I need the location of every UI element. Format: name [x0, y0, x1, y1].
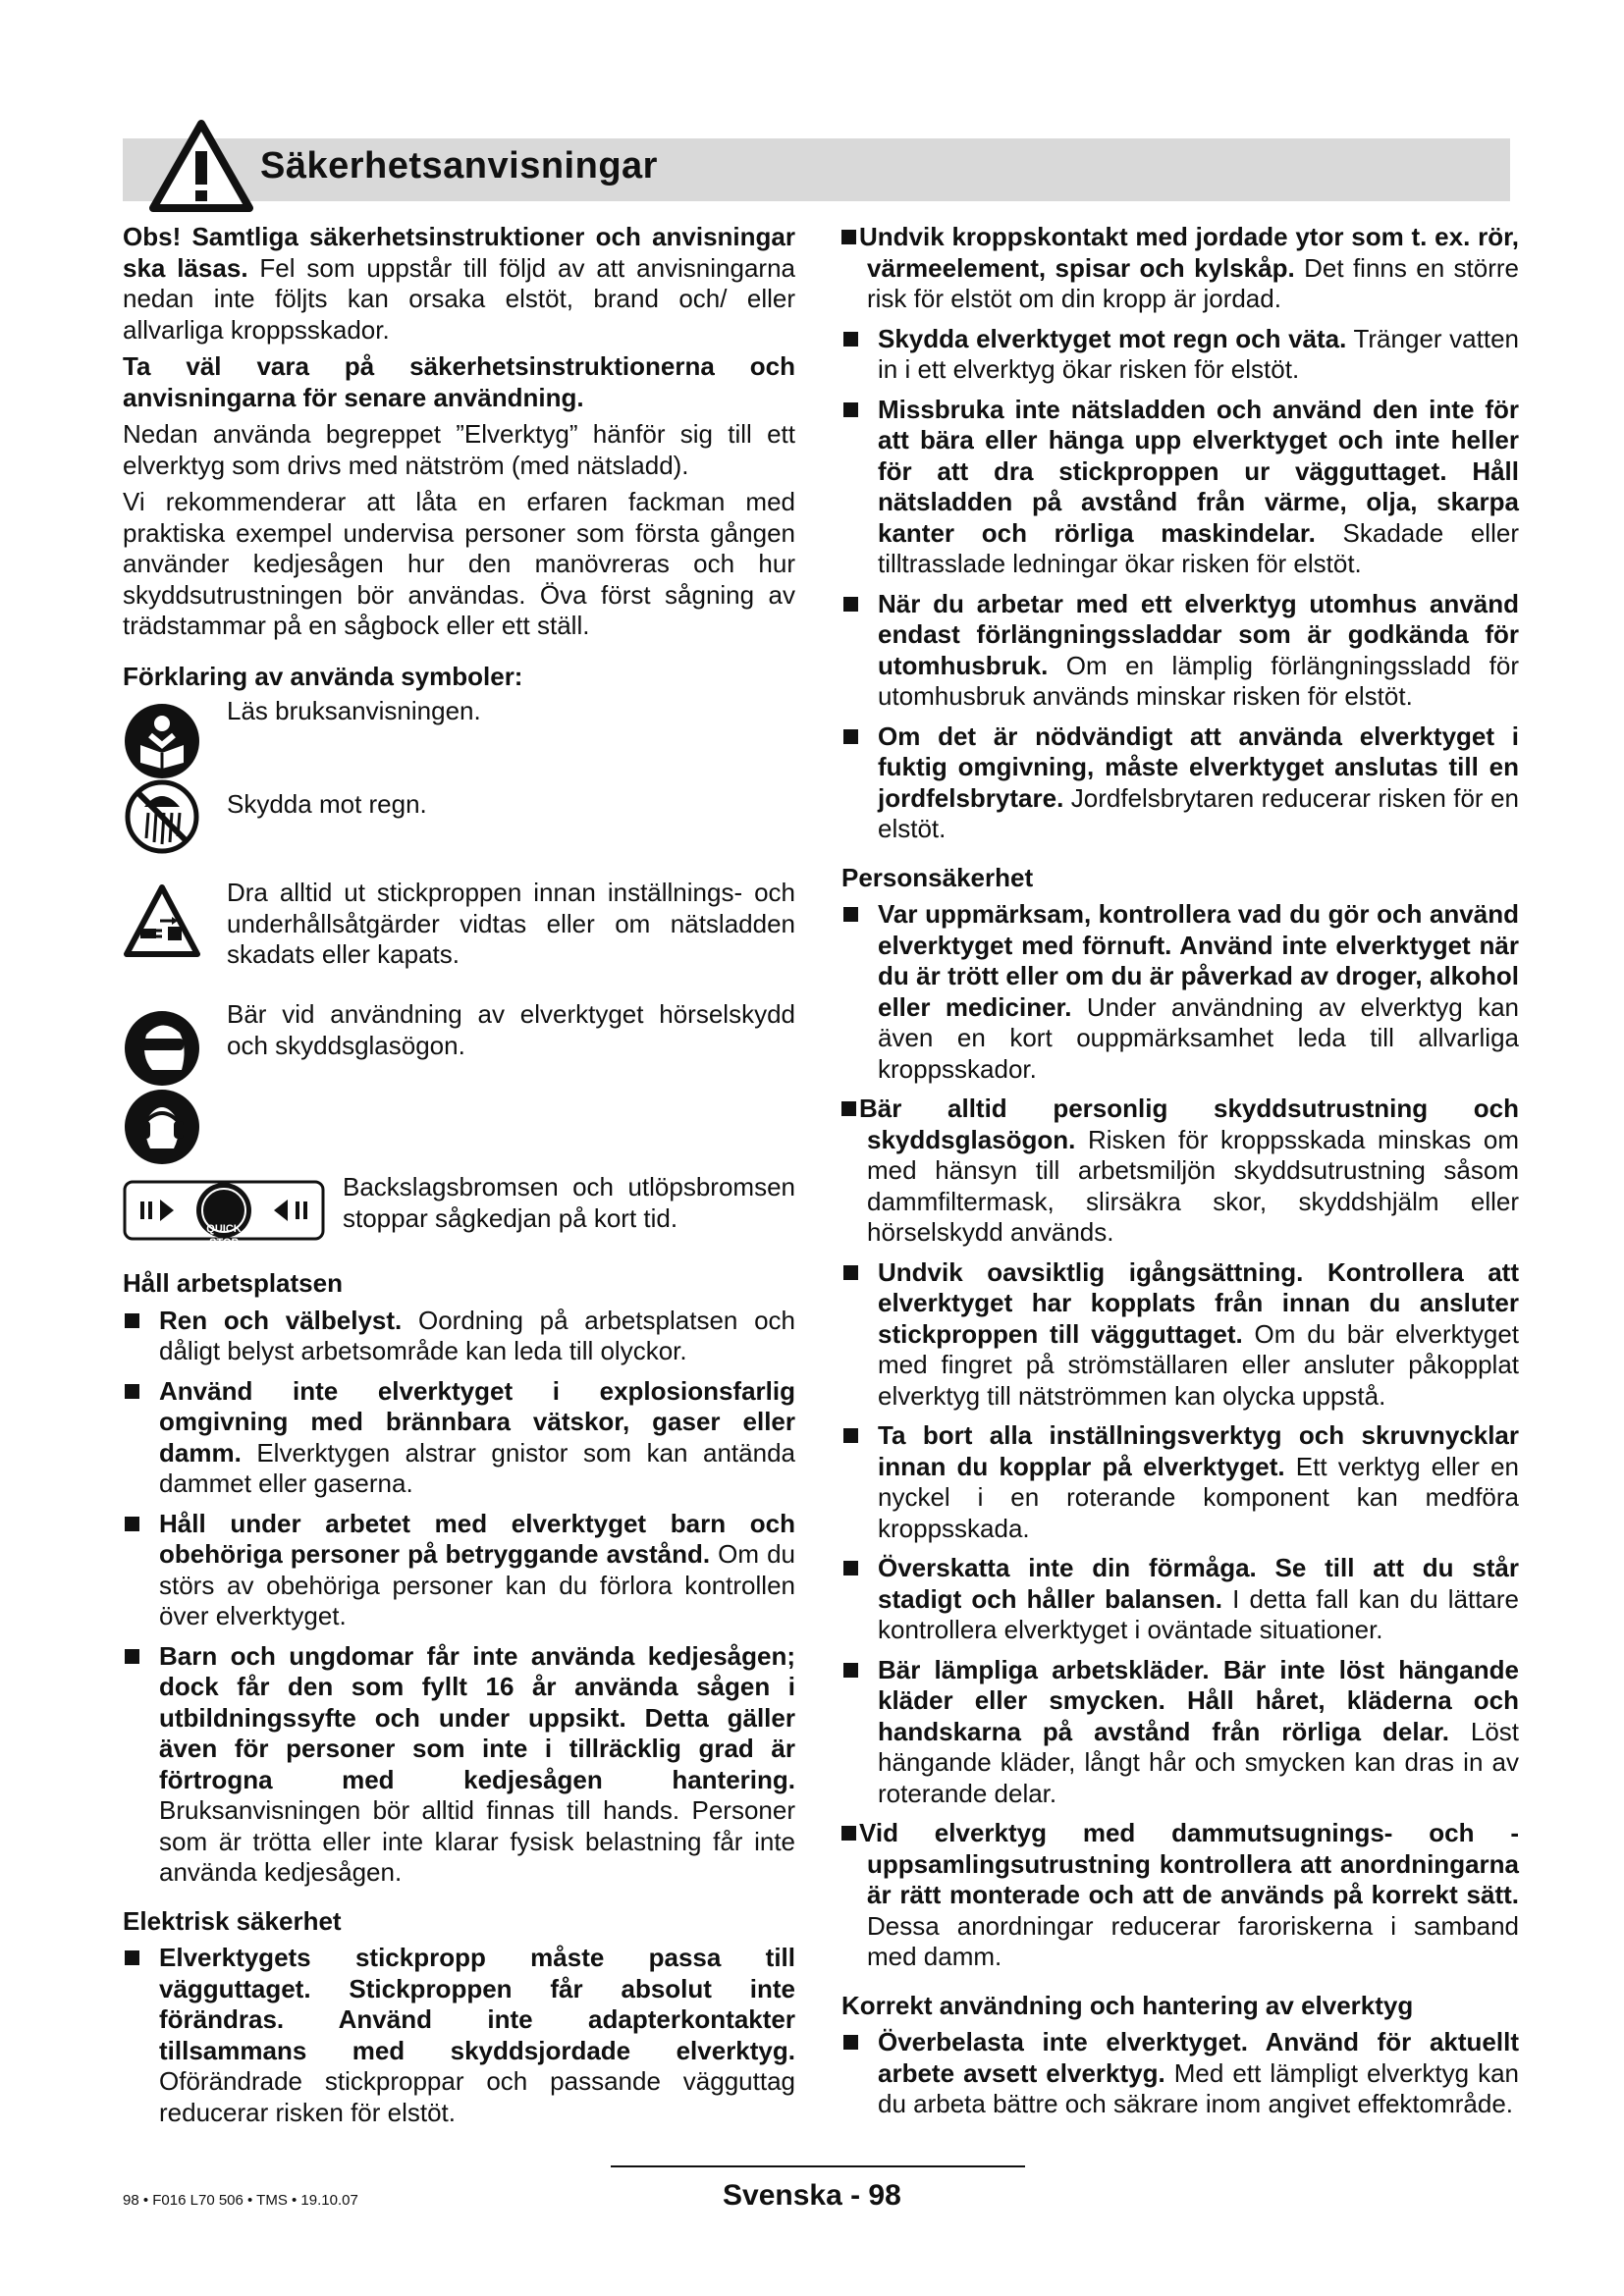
no-rain-icon [123, 777, 201, 856]
symbol-text: Skydda mot regn. [227, 789, 427, 819]
symbols-heading: Förklaring av använda symboler: [123, 661, 523, 691]
footer-document-code: 98 • F016 L70 506 • TMS • 19.10.07 [123, 2192, 358, 2209]
list-item: Om det är nödvändigt att använda elverktyget i fuktig omgivning, måste elverktyget anslutas till en jordfelsbrytare. Jordfelsbrytaren reducerar risken för en elstöt. [841, 721, 1519, 845]
list-item: Elverktygets stickpropp måste passa till vägguttaget. Stickproppen får absolut inte förändras. Använd inte adapterkontakter tillsammans med skyddsjordade elverktyg. Oförändrade stickproppar och passande vägguttag reducerar risken för elstöt. [123, 1943, 795, 2128]
quick-stop-label: QUICK STOP [206, 1223, 242, 1249]
bullet-square [841, 1826, 856, 1841]
electric-list [123, 1943, 795, 2128]
goggles-icon [123, 1009, 201, 1088]
list-item: Skydda elverktyget mot regn och väta. Tränger vatten in i ett elverktyg ökar risken för elstöt. [841, 324, 1519, 386]
symbol-row [123, 1088, 795, 1172]
symbol-row [123, 999, 795, 1088]
symbol-row [123, 696, 795, 789]
list-item: Undvik kroppskontakt med jordade ytor som t. ex. rör, värmeelement, spisar och kylskåp. Det finns en större risk för elstöt om din kropp är jordad. [841, 222, 1519, 315]
intro-keep-instructions: Ta väl vara på säkerhetsinstruktionerna och anvisningarna för senare användning. [123, 351, 795, 412]
list-item: Undvik oavsiktlig igångsättning. Kontrollera att elverktyget har kopplats från innan du ansluter stickproppen till vägguttaget. Om du bär elverktyget med fingret på strömställaren eller ansluter påkopplat elverktyg till nätströmmen kan olycka uppstå. [841, 1257, 1519, 1413]
warning-triangle-icon [147, 118, 255, 214]
symbol-row [123, 878, 795, 999]
list-item: Missbruka inte nätsladden och använd den inte för att bära eller hänga upp elverktyget och inte heller för att dra stickproppen ur vägguttaget. Håll nätsladden på avstånd från värme, olja, skarpa kanter och rörliga maskindelar. Skadade eller tilltrasslade ledningar ökar risken för elstöt. [841, 395, 1519, 580]
section-heading-electric: Elektrisk säkerhet [123, 1905, 342, 1936]
footer-divider [611, 2165, 1025, 2167]
list-item: Vid elverktyg med dammutsugnings- och -uppsamlingsutrustning kontrollera att anordningarna är rätt monterade och att de används på korrekt sätt. Dessa anordningar reducerar faroriskerna i samband med damm. [841, 1818, 1519, 1973]
symbol-text: Bär vid användning av elverktyget hörselskydd och skyddsglasögon. [227, 999, 795, 1060]
bullet-square [841, 1101, 856, 1116]
bullet-square [841, 230, 856, 244]
footer-page-label: Svenska - 98 [723, 2179, 901, 2212]
intro-definition: Nedan använda begreppet ”Elverktyg” hänför sig till ett elverktyg som drivs med nätström (med nätsladd). [123, 419, 795, 480]
list-item: Överbelasta inte elverktyget. Använd för aktuellt arbete avsett elverktyg. Med ett lämpligt elverktyg kan du arbeta bättre och säkrare inom angivet effektområde. [841, 2027, 1519, 2120]
list-item: När du arbetar med ett elverktyg utomhus använd endast förlängningssladdar som är godkända för utomhusbruk. Om en lämplig förlängningssladd för utomhusbruk används minskar risken för elstöt. [841, 589, 1519, 713]
list-item: Ren och välbelyst. Oordning på arbetsplatsen och dåligt belyst arbetsområde kan leda till olyckor. [123, 1306, 795, 1367]
symbol-row [123, 789, 795, 878]
electric-list-continued [841, 222, 1519, 845]
symbol-text: Läs bruksanvisningen. [227, 696, 481, 725]
read-manual-icon [123, 702, 201, 780]
page-title: Säkerhetsanvisningar [260, 145, 658, 187]
list-item: Bär alltid personlig skyddsutrustning och skyddsglasögon. Risken för kroppsskada minskas om med hänsyn till arbetsmiljön skyddsutrustning såsom dammfiltermask, slirsäkra skor, skyddshjälm eller hörselskydd används. [841, 1094, 1519, 1249]
unplug-warning-icon [123, 883, 201, 962]
right-column [841, 222, 1519, 2129]
personal-list [841, 899, 1519, 1973]
section-heading-handling: Korrekt användning och hantering av elverktyg [841, 1990, 1414, 2020]
ear-protection-icon [123, 1088, 201, 1166]
workplace-list [123, 1306, 795, 1889]
section-heading-workplace: Håll arbetsplatsen [123, 1268, 343, 1298]
left-column [123, 222, 795, 2137]
list-item: Överskatta inte din förmåga. Se till att du står stadigt och håller balansen. I detta fall kan du lättare kontrollera elverktyget i oväntade situationer. [841, 1553, 1519, 1646]
symbol-text: Backslagsbromsen och utlöpsbromsen stoppar sågkedjan på kort tid. [343, 1172, 795, 1233]
intro-paragraph: Obs! Samtliga säkerhetsinstruktioner och anvisningar ska läsas. Fel som uppstår till följd av att anvisningarna nedan inte följts kan orsaka elstöt, brand och/ eller allvarliga kroppsskador. [123, 222, 795, 345]
list-item: Bär lämpliga arbetskläder. Bär inte löst hängande kläder eller smycken. Håll håret, kläderna och handskarna på avstånd från rörliga delar. Löst hängande kläder, långt hår och smycken kan dras in av roterande delar. [841, 1655, 1519, 1810]
intro-recommendation: Vi rekommenderar att låta en erfaren fackman med praktiska exempel undervisa personer som första gången använder kedjesågen hur den manövreras och hur skyddsutrustningen bör användas. Öva först sågning av trädstammar på en sågbock eller ett ställ. [123, 487, 795, 640]
list-item: Håll under arbetet med elverktyget barn och obehöriga personer på betryggande avstånd. Om du störs av obehöriga personer kan du förlora kontrollen över elverktyget. [123, 1509, 795, 1632]
handling-list [841, 2027, 1519, 2120]
list-item: Använd inte elverktyget i explosionsfarlig omgivning med brännbara vätskor, gaser eller damm. Elverktygen alstrar gnistor som kan antända dammet eller gaserna. [123, 1376, 795, 1500]
list-item: Var uppmärksam, kontrollera vad du gör och använd elverktyget med förnuft. Använd inte elverktyget när du är trött eller om du är påverkad av droger, alkohol eller mediciner. Under användning av elverktyg kan även en kort ouppmärksamhet leda till allvarliga kroppsskador. [841, 899, 1519, 1085]
list-item: Ta bort alla inställningsverktyg och skruvnycklar innan du kopplar på elverktyget. Ett verktyg eller en nyckel i en roterande komponent kan medföra kroppsskada. [841, 1420, 1519, 1544]
symbol-text: Dra alltid ut stickproppen innan inställnings- och underhållsåtgärder vidtas eller om nätsladden skadats eller kapats. [227, 878, 795, 969]
list-item: Barn och ungdomar får inte använda kedjesågen; dock får den som fyllt 16 år använda sågen i utbildningssyfte och under uppsikt. Detta gäller även för personer som inte i tillräcklig grad är förtrogna med kedjesågen hantering. Bruksanvisningen bör alltid finnas till hands. Personer som är trötta eller inte klarar fysisk belastning får inte använda kedjesågen. [123, 1641, 795, 1889]
section-heading-personal: Personsäkerhet [841, 862, 1034, 892]
